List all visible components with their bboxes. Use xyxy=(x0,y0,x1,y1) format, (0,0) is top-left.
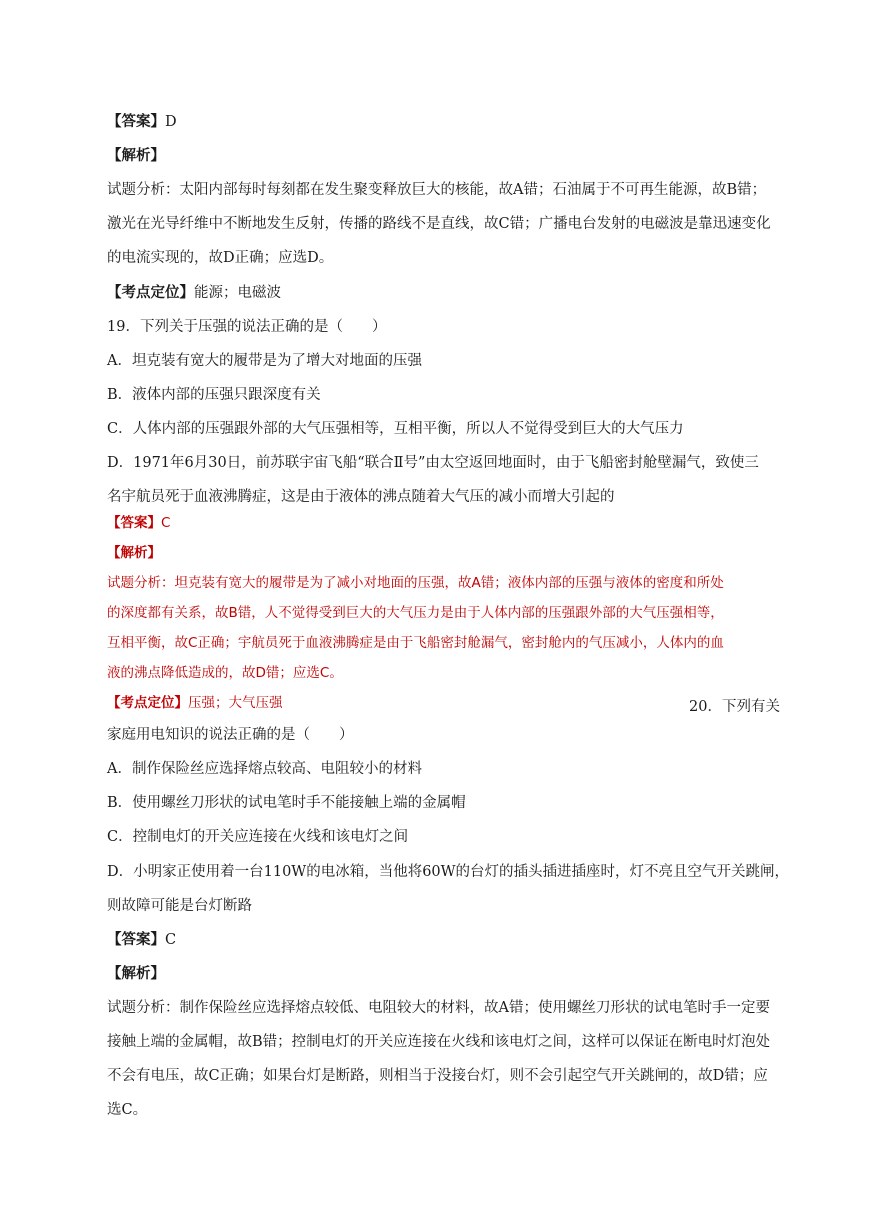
q19-analysis-heading: 【解析】 xyxy=(107,545,161,561)
q19-answer: 【答案】C xyxy=(107,515,171,531)
q20-answer: 【答案】C xyxy=(107,931,177,948)
q19-option-a: A．坦克装有宽大的履带是为了增大对地面的压强 xyxy=(107,353,422,369)
q19-question: 19．下列关于压强的说法正确的是（ ） xyxy=(107,319,387,335)
q18-analysis-heading: 【解析】 xyxy=(107,147,165,164)
q19-option-d-cont: 名宇航员死于血液沸腾症，这是由于液体的沸点随着大气压的减小而增大引起的 xyxy=(107,489,615,505)
q18-analysis-line: 的电流实现的，故D正确；应选D。 xyxy=(107,250,334,266)
q19-knowledge-point: 【考点定位】压强；大气压强 xyxy=(107,695,283,711)
q20-question-start: 20．下列有关 xyxy=(689,699,780,715)
q20-analysis-heading: 【解析】 xyxy=(107,965,165,982)
q20-analysis-line: 不会有电压，故C正确；如果台灯是断路，则相当于没接台灯，则不会引起空气开关跳闸的，故D错；应 xyxy=(107,1068,768,1084)
q19-analysis-line: 互相平衡，故C正确；宇航员死于血液沸腾症是由于飞船密封舱漏气，密封舱内的气压减小，人体内的血 xyxy=(107,635,724,651)
q19-option-d: D．1971年6月30日，前苏联宇宙飞船“联合Ⅱ号”由太空返回地面时，由于飞船密封舱壁漏气，致使三 xyxy=(107,455,759,471)
q20-analysis-line: 接触上端的金属帽，故B错；控制电灯的开关应连接在火线和该电灯之间，这样可以保证在断电时灯泡处 xyxy=(107,1034,771,1050)
q18-analysis-line: 试题分析：太阳内部每时每刻都在发生聚变释放巨大的核能，故A错；石油属于不可再生能源，故B错； xyxy=(107,182,767,198)
q20-analysis-line: 选C。 xyxy=(107,1102,148,1118)
q20-option-d: D．小明家正使用着一台110W的电冰箱，当他将60W的台灯的插头插进插座时，灯不亮且空气开关跳闸， xyxy=(107,864,790,880)
q18-answer: 【答案】D xyxy=(107,113,177,130)
q20-option-b: B．使用螺丝刀形状的试电笔时手不能接触上端的金属帽 xyxy=(107,795,466,811)
q20-option-a: A．制作保险丝应选择熔点较高、电阻较小的材料 xyxy=(107,761,422,777)
q20-question: 家庭用电知识的说法正确的是（ ） xyxy=(107,727,354,743)
q19-analysis-line: 液的沸点降低造成的，故D错；应选C。 xyxy=(107,665,343,681)
q20-option-c: C．控制电灯的开关应连接在火线和该电灯之间 xyxy=(107,829,409,845)
q19-analysis-line: 试题分析：坦克装有宽大的履带是为了减小对地面的压强，故A错；液体内部的压强与液体的密度和所处 xyxy=(107,575,724,591)
q19-option-c: C．人体内部的压强跟外部的大气压强相等，互相平衡，所以人不觉得受到巨大的大气压力 xyxy=(107,421,684,437)
q19-analysis-line: 的深度都有关系，故B错，人不觉得受到巨大的大气压力是由于人体内部的压强跟外部的大气压强相等， xyxy=(107,605,724,621)
q19-option-b: B．液体内部的压强只跟深度有关 xyxy=(107,387,321,403)
q18-analysis-line: 激光在光导纤维中不断地发生反射，传播的路线不是直线，故C错；广播电台发射的电磁波是靠迅速变化 xyxy=(107,216,771,232)
q20-option-d-cont: 则故障可能是台灯断路 xyxy=(107,898,252,914)
q20-analysis-line: 试题分析：制作保险丝应选择熔点较低、电阻较大的材料，故A错；使用螺丝刀形状的试电笔时手一定要 xyxy=(107,1000,770,1016)
q18-knowledge-point: 【考点定位】能源；电磁波 xyxy=(107,284,281,301)
